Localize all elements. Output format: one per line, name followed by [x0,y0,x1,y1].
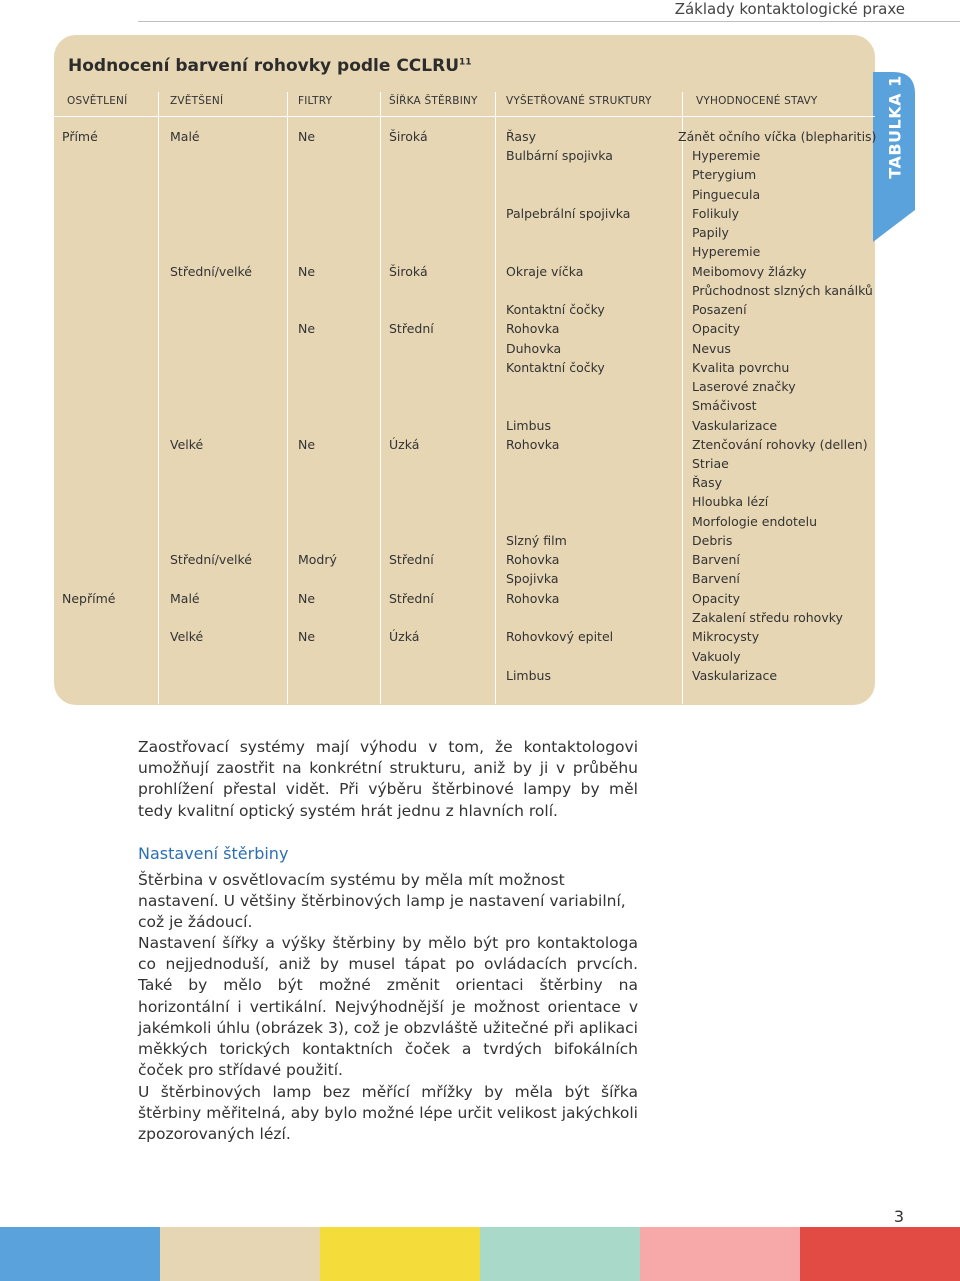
header-filtry: FILTRY [298,95,333,107]
paragraph-2: Štěrbina v osvětlovacím systému by měla mít možnost nastavení. U většiny štěrbinových lamp je nastavení variabilní, což je žádoucí. [138,871,626,932]
table-cell: Střední [389,321,434,336]
table-cell: Opacity [692,591,741,606]
table-cell: Meibomovy žlázky [692,264,807,279]
table-cell: Bulbární spojivka [506,148,613,163]
column-divider [158,92,159,704]
table-title: Hodnocení barvení rohovky podle CCLRU$^{11}$ [68,56,472,76]
paragraph-4: U štěrbinových lamp bez měřící mřížky by měla být šířka štěrbiny měřitelná, aby bylo možné lépe určit velikost jakýchkoli zpozorovaných lézí. [138,1083,638,1144]
column-divider [287,92,288,704]
section-heading: Nastavení štěrbiny [138,844,289,863]
table-cell: Nevus [692,341,731,356]
table-cell: Ne [298,129,316,144]
table-cell: Morfologie endotelu [692,514,817,529]
color-strip [320,1227,480,1281]
header-sirka: ŠÍŘKA ŠTĚRBINY [389,95,478,107]
table-cell: Ne [298,264,316,279]
table-cell: Mikrocysty [692,629,760,644]
table-cell: Vakuoly [692,649,741,664]
table-cell: Vaskularizace [692,668,778,683]
header-stavy: VYHODNOCENÉ STAVY [696,95,818,107]
table-cell: Přímé [62,129,98,144]
table-cell: Řasy [692,475,722,490]
table-cell: Smáčivost [692,398,757,413]
table-cell: Nepřímé [62,591,116,606]
table-cell: Velké [170,629,204,644]
header-struktury: VYŠETŘOVANÉ STRUKTURY [506,95,652,107]
table-cell: Ne [298,629,316,644]
table-cell: Ne [298,437,316,452]
table-cell: Velké [170,437,204,452]
table-cell: Zánět očního víčka (blepharitis) [678,129,877,144]
table-cell: Barvení [692,552,740,567]
paragraph-1: Zaostřovací systémy mají výhodu v tom, že kontaktologovi umožňují zaostřit na konkrétní strukturu, aniž by ji v průběhu prohlížení přestal vidět. Při výběru štěrbinové lampy by měl tedy kvalitní optický systém hrát jednu z hlavních rolí. [138,738,638,820]
table-cell: Limbus [506,418,551,433]
color-strip [640,1227,800,1281]
page-number: 3 [893,1207,904,1226]
table-cell: Duhovka [506,341,562,356]
table-cell: Ne [298,591,316,606]
table-cell: Spojivka [506,571,559,586]
color-strip [480,1227,640,1281]
table-cell: Malé [170,129,200,144]
running-head: Základy kontaktologické praxe [674,0,905,18]
footer-color-bar [0,1227,960,1281]
table-cell: Rohovka [506,552,560,567]
table-cell: Střední [389,591,434,606]
table-cell: Slzný film [506,533,567,548]
header-divider [54,116,875,117]
table-cell: Modrý [298,552,337,567]
table-cell: Striae [692,456,729,471]
table-cell: Palpebrální spojivka [506,206,631,221]
color-strip [0,1227,160,1281]
table-cell: Široká [389,129,428,144]
table-cell: Folikuly [692,206,739,221]
table-cell: Pinguecula [692,187,761,202]
table-cell: Úzká [389,437,420,452]
table-cell: Kvalita povrchu [692,360,790,375]
table-cell: Limbus [506,668,551,683]
table-cell: Opacity [692,321,741,336]
header-rule [138,21,960,22]
header-osvetleni: OSVĚTLENÍ [67,95,128,107]
table-cell: Ztenčování rohovky (dellen) [692,437,868,452]
table-cell: Papily [692,225,729,240]
table-cell: Rohovka [506,591,560,606]
color-strip [160,1227,320,1281]
table-cell: Barvení [692,571,740,586]
table-cell: Hyperemie [692,244,761,259]
header-zvetseni: ZVĚTŠENÍ [170,95,224,107]
column-divider [495,92,496,704]
table-cell: Vaskularizace [692,418,778,433]
table-cell: Rohovka [506,321,560,336]
table-cell: Široká [389,264,428,279]
table-cell: Průchodnost slzných kanálků [692,283,873,298]
table-cell: Debris [692,533,733,548]
title-footnote: 11 [459,57,472,68]
table-cell: Pterygium [692,167,757,182]
table-tab-label: TABULKA 1 [885,75,905,179]
table-cell: Hloubka lézí [692,494,769,509]
table-cell: Střední/velké [170,552,252,567]
column-divider [380,92,381,704]
table-cell: Ne [298,321,316,336]
column-divider [682,92,683,704]
table-cell: Malé [170,591,200,606]
table-cell: Hyperemie [692,148,761,163]
paragraph-3: Nastavení šířky a výšky štěrbiny by mělo být pro kontaktologa co nejjednoduší, aniž by musel tápat po ovládacích prvcích. Také by mělo být možné změnit orientaci štěrbiny na horizontální i vertikální. Nejvýhodnější je možnost orientace v jakémkoli úhlu (obrázek 3), což je obzvláště užitečné při aplikaci měkkých torických kontaktních čoček a tvrdých bifokálních čoček pro střídavé použití. [138,934,638,1080]
table-cell: Kontaktní čočky [506,302,605,317]
table-cell: Laserové značky [692,379,796,394]
table-cell: Posazení [692,302,747,317]
table-cell: Okraje víčka [506,264,584,279]
table-cell: Kontaktní čočky [506,360,605,375]
color-strip [800,1227,960,1281]
table-cell: Zakalení středu rohovky [692,610,843,625]
table-cell: Úzká [389,629,420,644]
table-cell: Řasy [506,129,536,144]
table-cell: Rohovka [506,437,560,452]
table-cell: Rohovkový epitel [506,629,614,644]
table-cell: Střední/velké [170,264,252,279]
table-cell: Střední [389,552,434,567]
